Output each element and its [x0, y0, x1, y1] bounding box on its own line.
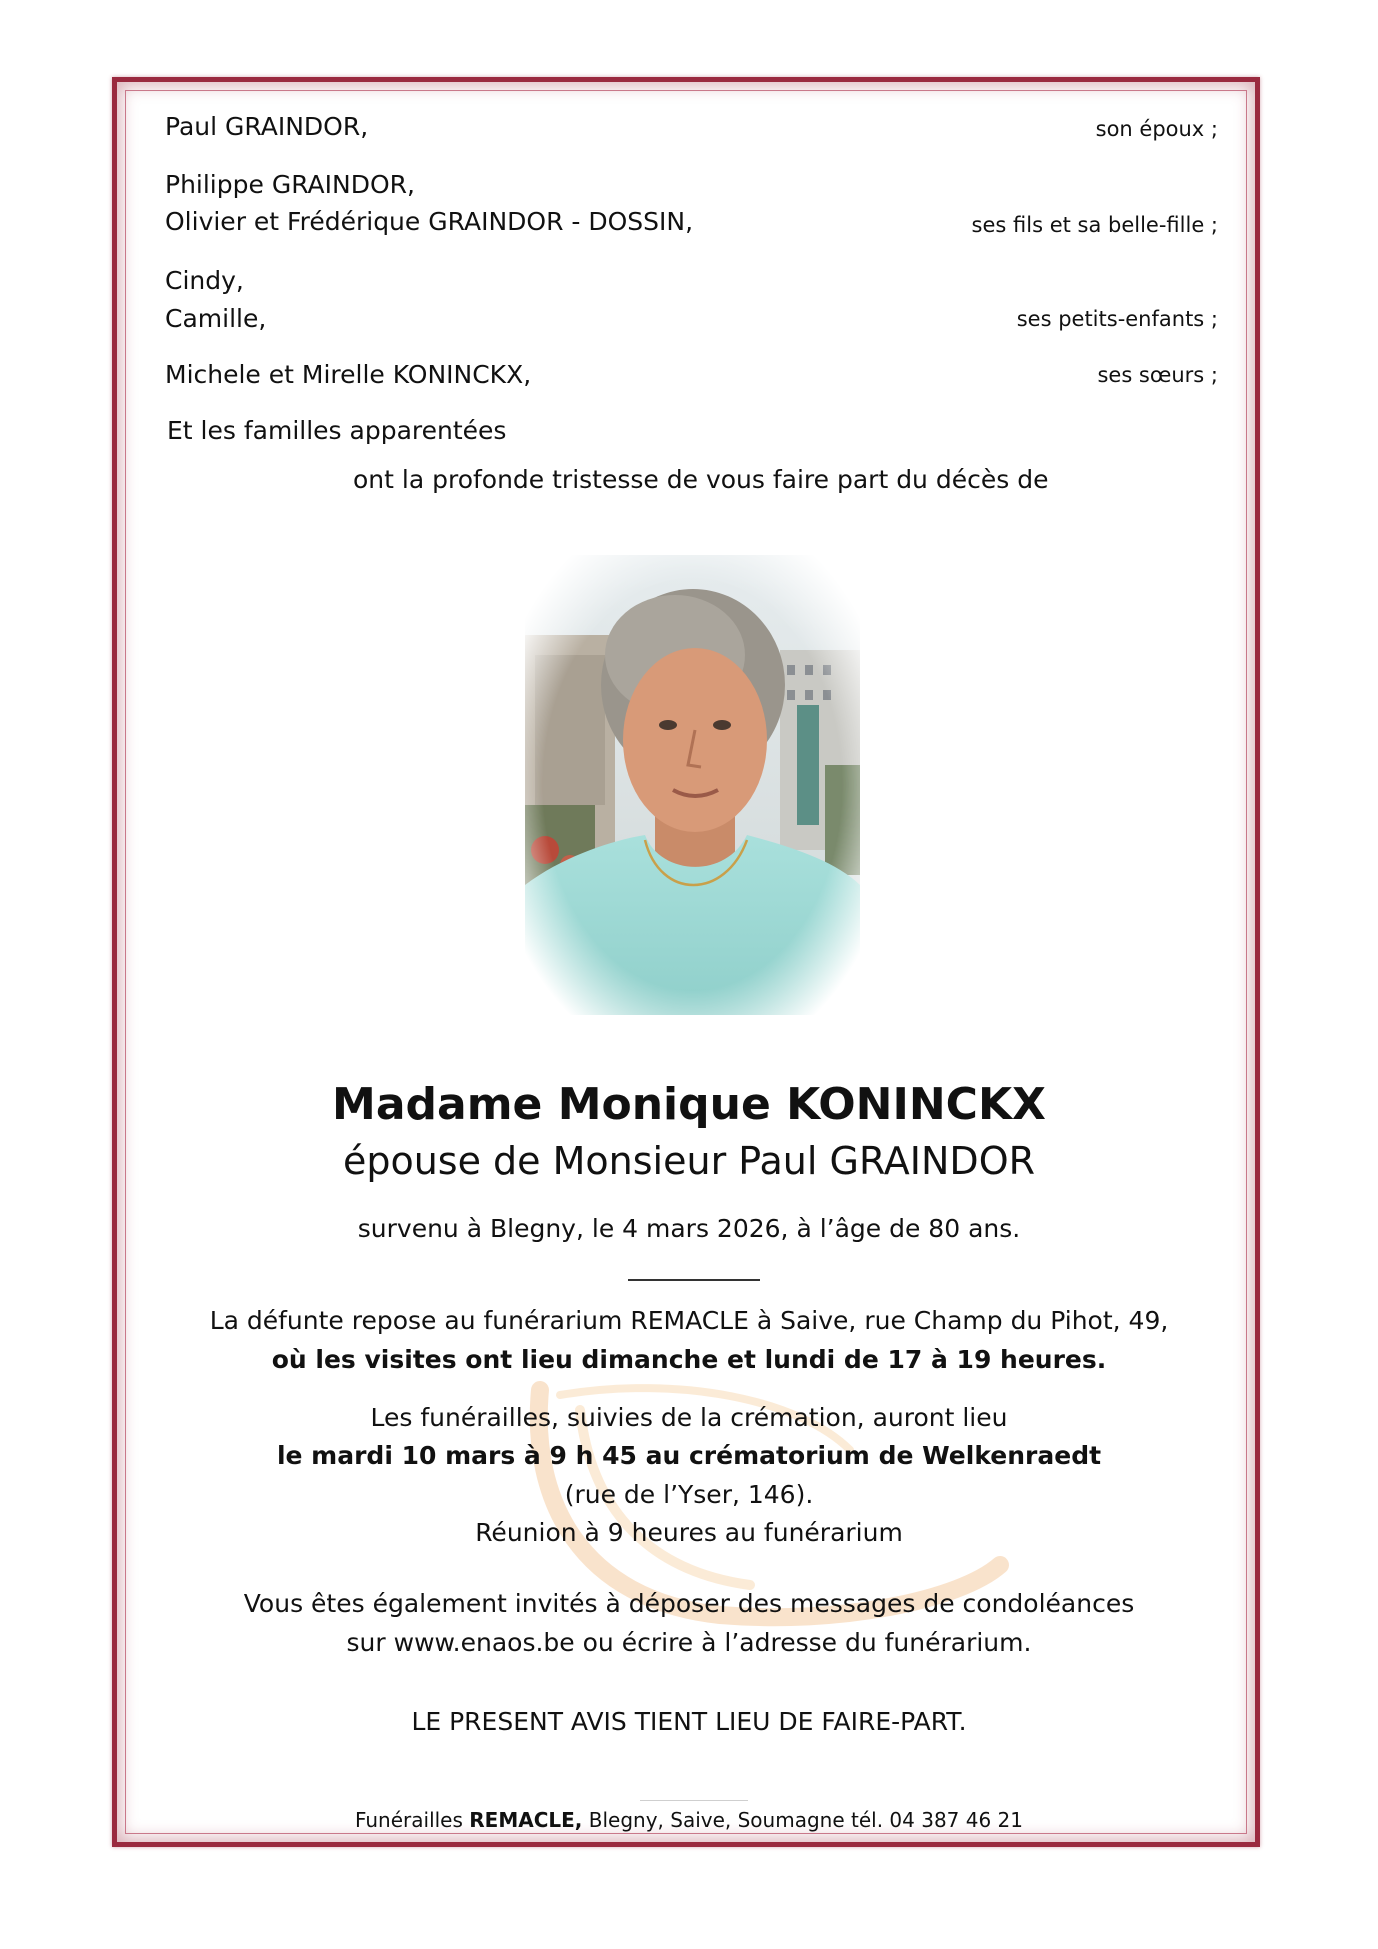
funeral-line-bold: le mardi 10 mars à 9 h 45 au crématorium de Welkenraedt [276, 1441, 1102, 1470]
condolence-line: Vous êtes également invités à déposer des messages de condoléances [243, 1589, 1135, 1618]
visits-line: où les visites ont lieu dimanche et lundi de 17 à 19 heures. [271, 1345, 1107, 1374]
condolence-line: sur www.enaos.be ou écrire à l’adresse du funérarium. [346, 1628, 1032, 1657]
families-line: Et les familles apparentées [167, 416, 507, 445]
family-relation: son époux ; [1095, 117, 1218, 141]
family-name-line: Michele et Mirelle KONINCKX, [165, 360, 532, 389]
family-relation: ses fils et sa belle-fille ; [971, 213, 1218, 237]
family-relation: ses petits-enfants ; [1016, 307, 1218, 331]
repose-line: La défunte repose au funérarium REMACLE à Saive, rue Champ du Pihot, 49, [209, 1306, 1169, 1335]
footer-brand: REMACLE, [469, 1808, 583, 1832]
family-name-line: Camille, [165, 304, 267, 333]
deceased-name: Madame Monique KONINCKX [332, 1079, 1046, 1130]
portrait-photo [525, 555, 860, 1015]
footer [0, 1808, 1378, 1832]
family-name-line: Philippe GRAINDOR, [165, 170, 415, 199]
announcement-line: ont la profonde tristesse de vous faire part du décès de [353, 465, 1049, 494]
funeral-line: Les funérailles, suivies de la crémation, auront lieu [370, 1403, 1008, 1432]
footer-prefix: Funérailles [354, 1808, 470, 1832]
footer-suffix: Blegny, Saive, Soumagne tél. 04 387 46 21 [582, 1808, 1024, 1832]
spouse-line: épouse de Monsieur Paul GRAINDOR [342, 1139, 1036, 1183]
death-info: survenu à Blegny, le 4 mars 2026, à l’âge de 80 ans. [357, 1214, 1021, 1243]
funeral-meeting: Réunion à 9 heures au funérarium [475, 1518, 903, 1547]
notice-line: LE PRESENT AVIS TIENT LIEU DE FAIRE-PART. [411, 1707, 967, 1736]
family-relation: ses sœurs ; [1097, 363, 1218, 387]
family-name-line: Paul GRAINDOR, [165, 112, 369, 141]
family-name-line: Cindy, [165, 266, 244, 295]
footer-rule [640, 1800, 748, 1801]
family-name-line: Olivier et Frédérique GRAINDOR - DOSSIN, [165, 207, 694, 236]
divider-rule [628, 1279, 760, 1281]
funeral-address: (rue de l’Yser, 146). [564, 1480, 814, 1509]
